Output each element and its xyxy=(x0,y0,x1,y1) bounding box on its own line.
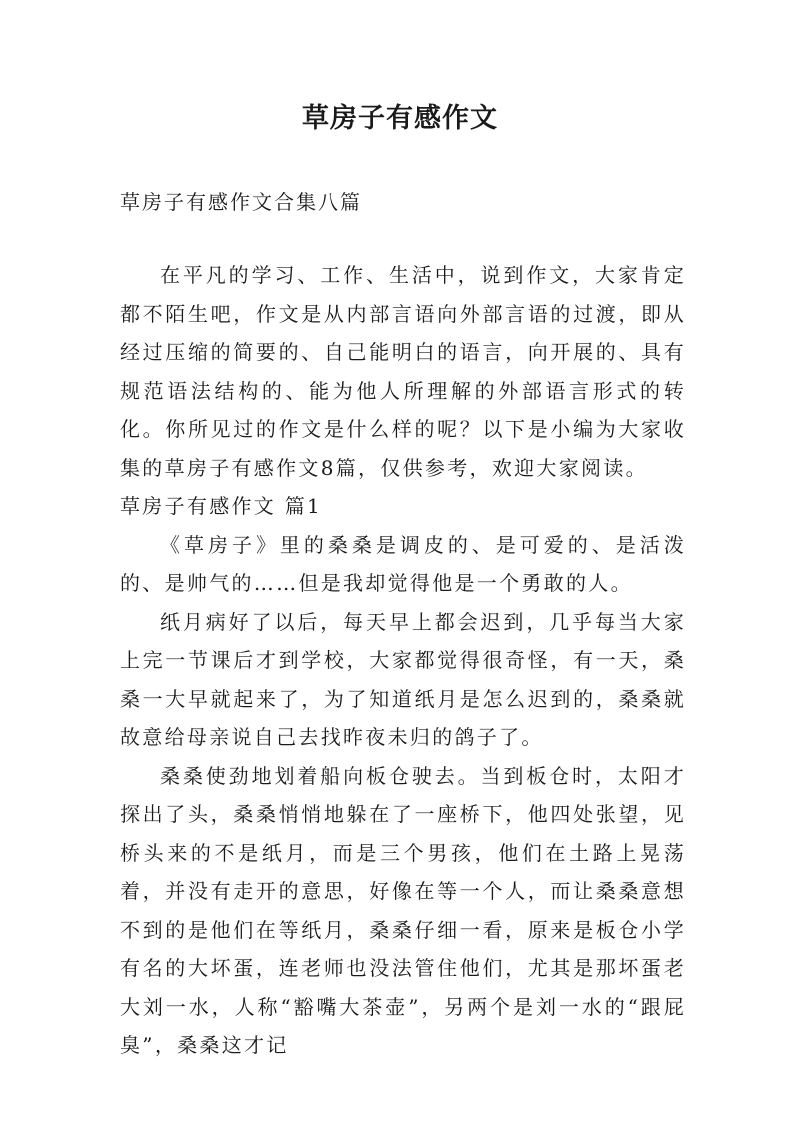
section-heading: 草房子有感作文 篇1 xyxy=(120,494,323,518)
intro-paragraph: 在平凡的学习、工作、生活中，说到作文，大家肯定都不陌生吧，作文是从内部言语向外部言语的过渡，即从经过压缩的简要的、自己能明白的语言，向开展的、具有规范语法结构的、能为他人所理解的外部语言形式的转化。你所见过的作文是什么样的呢？以下是小编为大家收集的草房子有感作文8篇，仅供参考，欢迎大家阅读。 xyxy=(120,263,686,480)
body-paragraph-2: 纸月病好了以后，每天早上都会迟到，几乎每当大家上完一节课后才到学校，大家都觉得很奇怪，有一天，桑桑一大早就起来了，为了知道纸月是怎么迟到的，桑桑就故意给母亲说自己去找昨夜未归的鸽子了。 xyxy=(120,609,686,749)
body-paragraph-3: 桑桑使劲地划着船向板仓驶去。当到板仓时，太阳才探出了头，桑桑悄悄地躲在了一座桥下，他四处张望，见桥头来的不是纸月，而是三个男孩，他们在土路上晃荡着，并没有走开的意思，好像在等一个人，而让桑桑意想不到的是他们在等纸月，桑桑仔细一看，原来是板仓小学有名的大坏蛋，连老师也没法管住他们，尤其是那坏蛋老大刘一水，人称“豁嘴大茶壶”，另两个是刘一水的“跟屁臭”，桑桑这才记 xyxy=(120,763,686,1057)
document-subtitle: 草房子有感作文合集八篇 xyxy=(120,190,362,214)
document-body xyxy=(120,256,686,1065)
document-title: 草房子有感作文 xyxy=(302,103,498,134)
body-paragraph-1: 《草房子》里的桑桑是调皮的、是可爱的、是活泼的、是帅气的……但是我却觉得他是一个勇敢的人。 xyxy=(120,532,686,595)
